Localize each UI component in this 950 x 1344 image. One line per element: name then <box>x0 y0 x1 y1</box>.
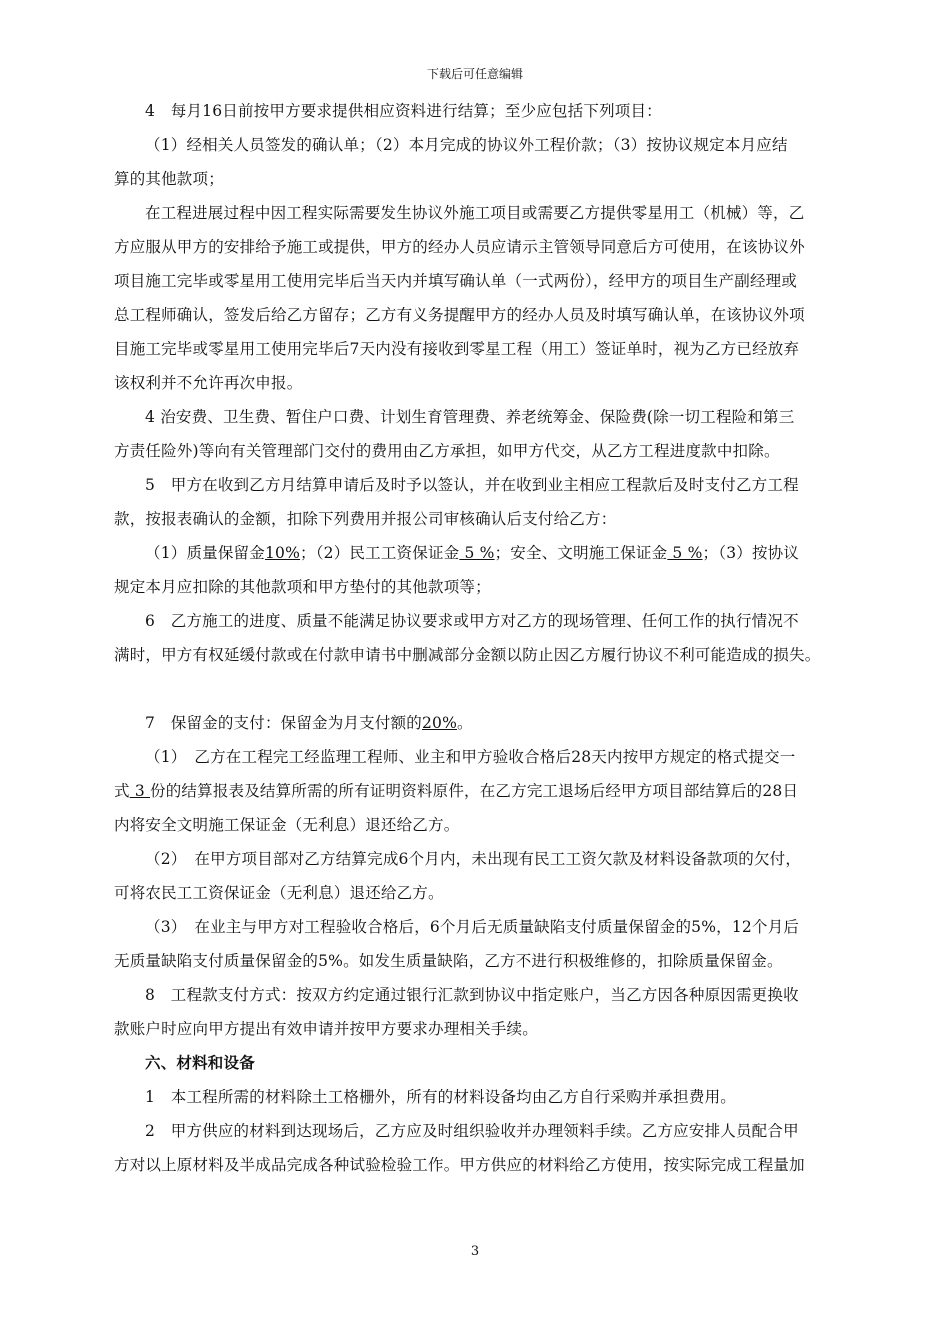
paragraph-line: 算的其他款项； <box>114 170 224 188</box>
paragraph-line: 8 工程款支付方式：按双方约定通过银行汇款到协议中指定账户，当乙方因各种原因需更换收 <box>145 986 799 1004</box>
text-run: 。 <box>457 714 473 732</box>
page-number: 3 <box>470 1244 480 1259</box>
copies-count: 3 <box>129 782 151 800</box>
paragraph-line: 4 治安费、卫生费、暂住户口费、计划生育管理费、养老统筹金、保险费(除一切工程险和第三 <box>145 408 795 426</box>
safety-deposit-rate: 5 % <box>667 544 703 562</box>
paragraph-line: 内将安全文明施工保证金（无利息）退还给乙方。 <box>114 816 460 834</box>
paragraph-line: 款账户时应向甲方提出有效申请并按甲方要求办理相关手续。 <box>114 1020 538 1038</box>
paragraph-line: 在工程进展过程中因工程实际需要发生协议外施工项目或需要乙方提供零星用工（机械）等，乙 <box>145 204 805 222</box>
paragraph-line: 无质量缺陷支付质量保留金的5%。如发生质量缺陷，乙方不进行积极维修的，扣除质量保留金。 <box>114 952 783 970</box>
text-run: ；（3）按协议 <box>702 544 800 562</box>
paragraph-line: 2 甲方供应的材料到达现场后，乙方应及时组织验收并办理领料手续。乙方应安排人员配合甲 <box>145 1122 799 1140</box>
paragraph-line: （1） 乙方在工程完工经监理工程师、业主和甲方验收合格后28天内按甲方规定的格式提交一 <box>145 748 796 766</box>
paragraph-line: 该权利并不允许再次申报。 <box>114 374 303 392</box>
paragraph-line: （1）经相关人员签发的确认单；（2）本月完成的协议外工程价款；（3）按协议规定本月应结 <box>145 136 788 154</box>
paragraph-line: 1 本工程所需的材料除土工格栅外，所有的材料设备均由乙方自行采购并承担费用。 <box>145 1088 736 1106</box>
paragraph-line: 总工程师确认，签发后给乙方留存；乙方有义务提醒甲方的经办人员及时填写确认单，在该协议外项 <box>114 306 805 324</box>
blank-line <box>114 672 854 706</box>
paragraph-line: 方责任险外)等向有关管理部门交付的费用由乙方承担，如甲方代交，从乙方工程进度款中扣除。 <box>114 442 780 460</box>
paragraph-line: 6 乙方施工的进度、质量不能满足协议要求或甲方对乙方的现场管理、任何工作的执行情况不 <box>145 612 799 630</box>
text-run: 份的结算报表及结算所需的所有证明资料原件，在乙方完工退场后经甲方项目部结算后的28日 <box>150 782 799 800</box>
paragraph-line: 满时，甲方有权延缓付款或在付款申请书中删减部分金额以防止因乙方履行协议不利可能造成的损失。 <box>114 646 821 664</box>
paragraph-line: 方应服从甲方的安排给予施工或提供，甲方的经办人员应请示主管领导同意后方可使用，在该协议外 <box>114 238 805 256</box>
paragraph-line <box>114 774 854 808</box>
paragraph-line: 4 每月16日前按甲方要求提供相应资料进行结算；至少应包括下列项目： <box>145 102 662 120</box>
quality-retention-rate: 10% <box>264 544 301 562</box>
retention-rate: 20% <box>421 714 458 732</box>
document-body <box>114 94 854 1182</box>
text-run: 式 <box>114 782 130 800</box>
section-heading: 六、材料和设备 <box>145 1053 255 1072</box>
paragraph-line: （2） 在甲方项目部对乙方结算完成6个月内，未出现有民工工资欠款及材料设备款项的欠付， <box>145 850 802 868</box>
text-run: （1）质量保留金 <box>145 544 265 562</box>
paragraph-line <box>114 536 854 570</box>
text-run: ；安全、文明施工保证金 <box>494 544 668 562</box>
page-header: 下载后可任意编辑 <box>426 67 523 81</box>
paragraph-line: 项目施工完毕或零星用工使用完毕后当天内并填写确认单（一式两份），经甲方的项目生产副经理或 <box>114 272 798 290</box>
text-run: ；（2）民工工资保证金 <box>300 544 460 562</box>
paragraph-line: 可将农民工工资保证金（无利息）退还给乙方。 <box>114 884 444 902</box>
paragraph-line <box>114 706 854 740</box>
paragraph-line: 5 甲方在收到乙方月结算申请后及时予以签认，并在收到业主相应工程款后及时支付乙方工程 <box>145 476 799 494</box>
text-run: 7 保留金的支付：保留金为月支付额的 <box>145 714 422 732</box>
paragraph-line: 款，按报表确认的金额，扣除下列费用并报公司审核确认后支付给乙方： <box>114 510 617 528</box>
paragraph-line: 规定本月应扣除的其他款项和甲方垫付的其他款项等； <box>114 578 491 596</box>
paragraph-line: 方对以上原材料及半成品完成各种试验检验工作。甲方供应的材料给乙方使用，按实际完成工程量加 <box>114 1156 805 1174</box>
wage-deposit-rate: 5 % <box>459 544 495 562</box>
paragraph-line: 目施工完毕或零星用工使用完毕后7天内没有接收到零星工程（用工）签证单时，视为乙方已经放弃 <box>114 340 800 358</box>
paragraph-line: （3） 在业主与甲方对工程验收合格后，6个月后无质量缺陷支付质量保留金的5%，12个月后 <box>145 918 800 936</box>
